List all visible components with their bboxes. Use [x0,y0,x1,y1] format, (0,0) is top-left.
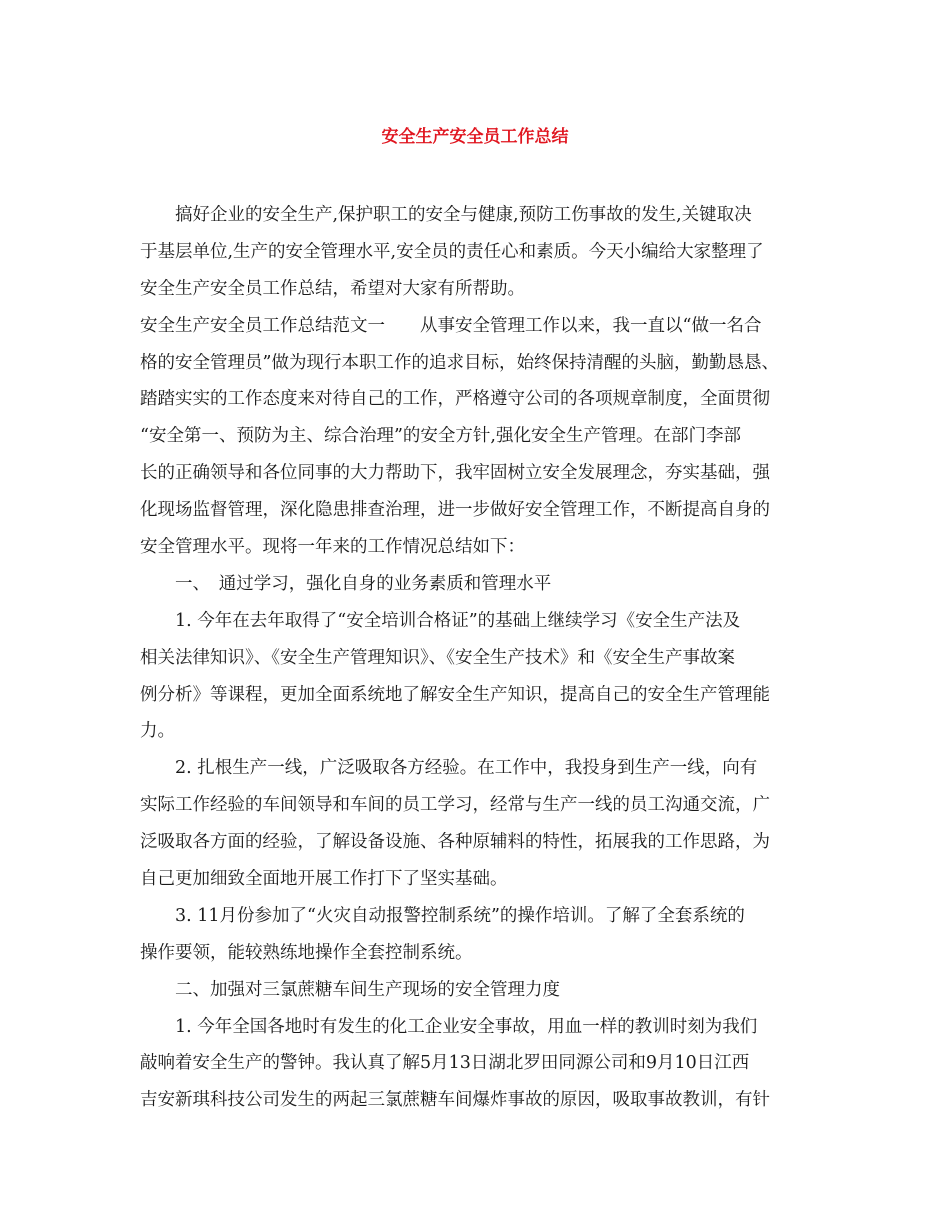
body-line: 化现场监督管理，深化隐患排查治理，进一步做好安全管理工作，不断提高自身的 [140,500,770,521]
body-line: 踏踏实实的工作态度来对待自己的工作，严格遵守公司的各项规章制度，全面贯彻 [140,389,770,410]
body-line: 力。 [140,721,175,742]
body-line: 实际工作经验的车间领导和车间的员工学习，经常与生产一线的员工沟通交流，广 [140,795,770,816]
body-line: 3. 11月份参加了“火灾自动报警控制系统”的操作培训。了解了全套系统的 [140,905,745,926]
body-line: “安全第一、预防为主、综合治理”的安全方针,强化安全生产管理。在部门李部 [140,426,741,447]
body-line: 搞好企业的安全生产,保护职工的安全与健康,预防工伤事故的发生,关键取决 [140,205,752,225]
body-line: 长的正确领导和各位同事的大力帮助下，我牢固树立安全发展理念，夯实基础，强 [140,463,770,484]
body-line: 安全生产安全员工作总结范文一 从事安全管理工作以来，我一直以“做一名合 [140,315,762,336]
section-heading: 二、加强对三氯蔗糖车间生产现场的安全管理力度 [140,979,560,1000]
body-line: 泛吸取各方面的经验，了解设备设施、各种原辅料的特性，拓展我的工作思路，为 [140,832,770,853]
body-line: 2. 扎根生产一线，广泛吸取各方经验。在工作中，我投身到生产一线，向有 [140,758,758,779]
body-line: 敲响着安全生产的警钟。我认真了解5月13日湖北罗田同源公司和9月10日江西 [140,1053,750,1074]
body-line: 于基层单位,生产的安全管理水平,安全员的责任心和素质。今天小编给大家整理了 [140,241,764,262]
body-line: 操作要领，能较熟练地操作全套控制系统。 [140,942,473,963]
document-title: 安全生产安全员工作总结 [381,127,569,147]
body-line: 格的安全管理员”做为现行本职工作的追求目标，始终保持清醒的头脑，勤勤恳恳、 [140,352,779,373]
document-body [140,197,830,1119]
body-line: 自己更加细致全面地开展工作打下了坚实基础。 [140,869,508,890]
body-line: 安全生产安全员工作总结，希望对大家有所帮助。 [140,278,525,299]
body-line: 安全管理水平。现将一年来的工作情况总结如下： [140,537,525,558]
body-line: 相关法律知识》、《安全生产管理知识》、《安全生产技术》和《安全生产事故案 [140,647,735,668]
body-line: 1. 今年在去年取得了“安全培训合格证”的基础上继续学习《安全生产法及 [140,610,741,631]
body-line: 1. 今年全国各地时有发生的化工企业安全事故，用血一样的教训时刻为我们 [140,1016,758,1037]
body-line: 例分析》等课程，更加全面系统地了解安全生产知识，提高自己的安全生产管理能 [140,684,770,705]
section-heading: 一、 通过学习，强化自身的业务素质和管理水平 [140,573,552,594]
body-line: 吉安新琪科技公司发生的两起三氯蔗糖车间爆炸事故的原因，吸取事故教训，有针 [140,1090,770,1111]
